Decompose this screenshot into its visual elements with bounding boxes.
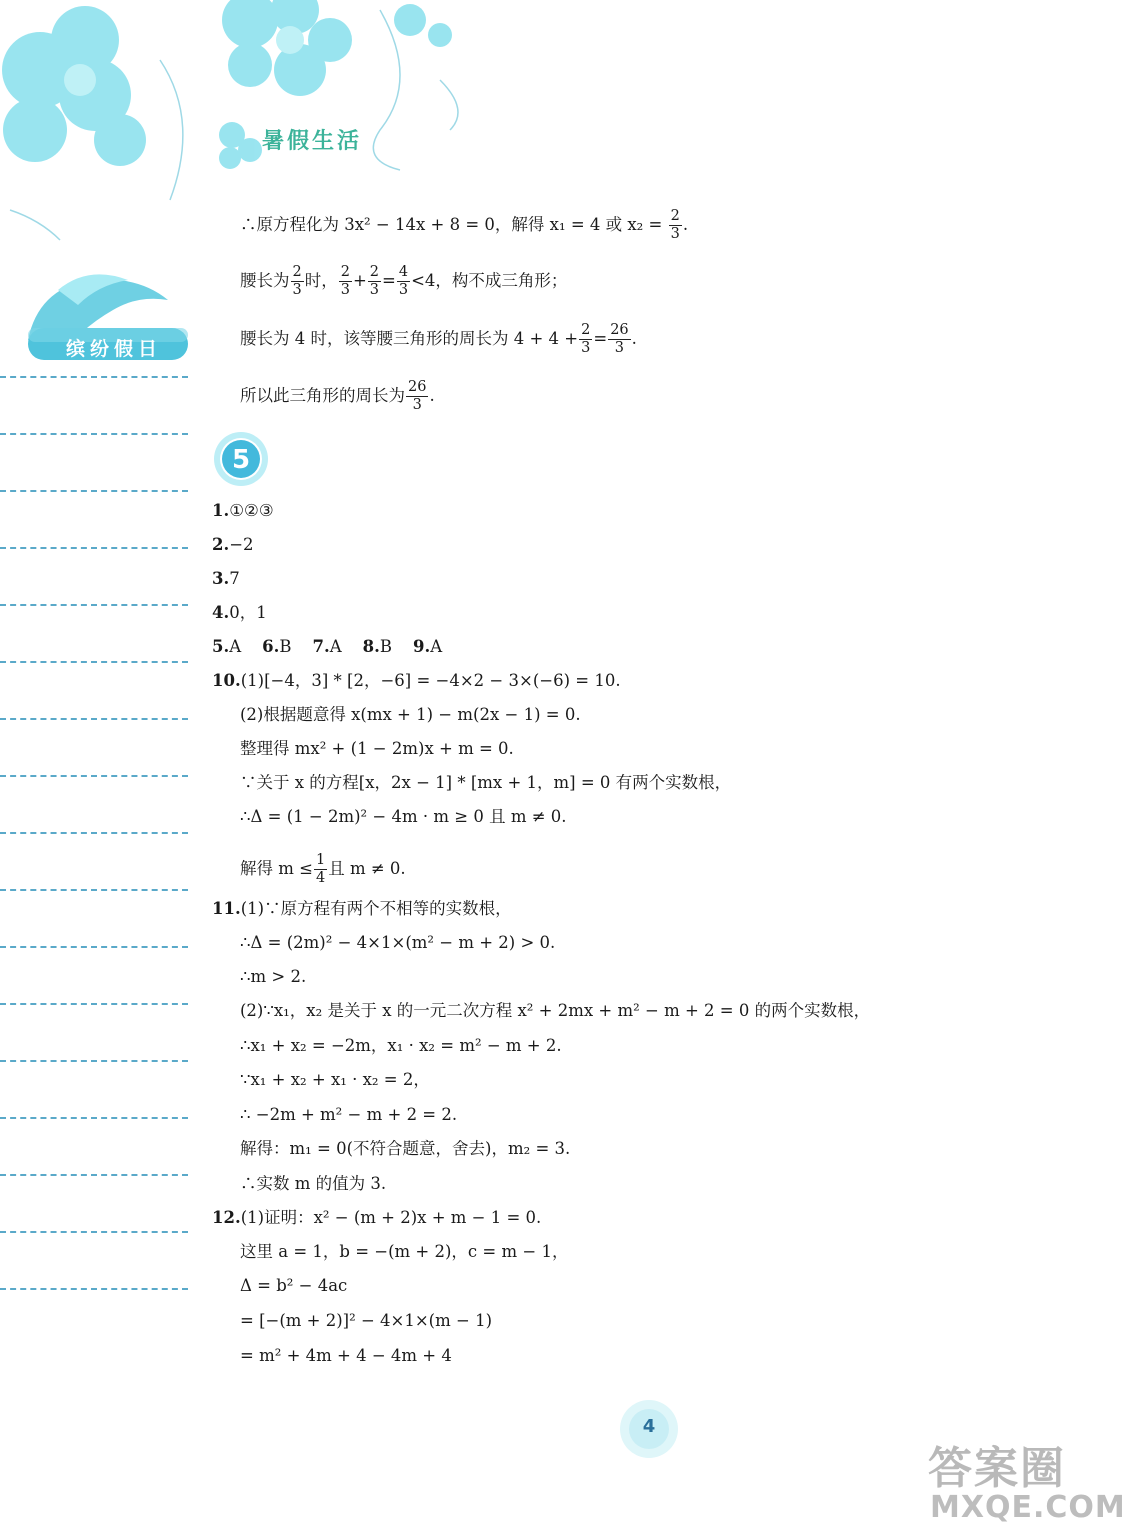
page-number: 4 bbox=[642, 1416, 656, 1437]
answer-text: A bbox=[229, 637, 242, 656]
note-line bbox=[0, 832, 188, 834]
note-line bbox=[0, 547, 188, 549]
note-line bbox=[0, 775, 188, 777]
solution-line bbox=[240, 208, 688, 243]
answer-line: = m² + 4m + 4 − 4m + 4 bbox=[240, 1346, 452, 1365]
answer-line: ∴实数 m 的值为 3. bbox=[240, 1174, 387, 1193]
note-line bbox=[0, 1174, 188, 1176]
answer-line: ∵x₁ + x₂ + x₁ · x₂ = 2， bbox=[240, 1070, 430, 1089]
text-segment: 且 m ≠ 0. bbox=[328, 859, 406, 878]
fraction bbox=[406, 379, 428, 414]
fraction-denominator: 3 bbox=[614, 340, 625, 356]
answer-text: (1)[−4，3] * [2，−6] = −4×2 − 3×(−6) = 10. bbox=[240, 671, 621, 690]
text-segment: . bbox=[631, 329, 637, 348]
answer-number: 5. bbox=[212, 637, 230, 656]
answer-number: 11. bbox=[212, 899, 241, 918]
fraction bbox=[579, 322, 592, 357]
fraction bbox=[397, 264, 410, 299]
fraction-denominator: 3 bbox=[670, 226, 680, 242]
answer-line: 整理得 mx² + (1 − 2m)x + m = 0. bbox=[240, 739, 514, 758]
answer-number: 8. bbox=[362, 637, 380, 656]
note-line bbox=[0, 1117, 188, 1119]
answer-line bbox=[212, 535, 254, 555]
text-segment: 腰长为 4 时，该等腰三角形的周长为 4 + 4 + bbox=[240, 329, 579, 348]
fraction-numerator: 2 bbox=[369, 264, 380, 280]
text-segment: = bbox=[382, 271, 396, 290]
text-segment: 所以此三角形的周长为 bbox=[240, 386, 405, 405]
answer-text: A bbox=[430, 637, 443, 656]
note-line bbox=[0, 433, 188, 435]
note-line bbox=[0, 718, 188, 720]
text-segment: <4，构不成三角形； bbox=[411, 271, 568, 290]
answer-line: ∴m > 2. bbox=[240, 967, 307, 986]
answer-line: = [−(m + 2)]² − 4×1×(m − 1) bbox=[240, 1311, 493, 1330]
fraction-numerator: 26 bbox=[408, 379, 427, 395]
section-number: 5 bbox=[231, 445, 251, 475]
answer-text: −2 bbox=[229, 535, 254, 554]
answer-line: ∴Δ = (2m)² − 4×1×(m² − m + 2) > 0. bbox=[240, 933, 556, 952]
answer-number: 2. bbox=[212, 535, 230, 554]
answer-text: B bbox=[379, 637, 393, 656]
answer-number: 4. bbox=[212, 603, 230, 622]
answer-line: 这里 a = 1，b = −(m + 2)，c = m − 1， bbox=[240, 1242, 569, 1261]
note-line bbox=[0, 376, 188, 378]
answer-text: B bbox=[279, 637, 292, 656]
note-line bbox=[0, 490, 188, 492]
answer-line bbox=[212, 569, 240, 589]
note-line bbox=[0, 946, 188, 948]
text-segment: 解得 m ≤ bbox=[240, 859, 313, 878]
fraction-numerator: 26 bbox=[610, 322, 629, 338]
watermark-url: MXQE.COM bbox=[930, 1490, 1126, 1525]
answer-line: ∵关于 x 的方程[x，2x − 1] * [mx + 1，m] = 0 有两个实数根， bbox=[240, 773, 732, 792]
section-number-badge bbox=[212, 430, 270, 488]
answer-line: Δ = b² − 4ac bbox=[240, 1276, 348, 1295]
answer-line bbox=[212, 501, 274, 521]
note-line bbox=[0, 1231, 188, 1233]
answer-line bbox=[212, 637, 442, 657]
solution-line bbox=[240, 264, 567, 299]
answer-text: 0，1 bbox=[229, 603, 267, 622]
note-line bbox=[0, 889, 188, 891]
fraction-numerator: 2 bbox=[581, 322, 591, 338]
fraction bbox=[368, 264, 381, 299]
fraction-numerator: 2 bbox=[292, 264, 302, 280]
answer-number: 3. bbox=[212, 569, 230, 588]
fraction-numerator: 2 bbox=[670, 208, 680, 224]
fraction-denominator: 3 bbox=[398, 282, 409, 298]
answer-line bbox=[212, 671, 621, 691]
note-line bbox=[0, 1060, 188, 1062]
solution-line bbox=[240, 379, 435, 414]
answer-number: 12. bbox=[212, 1208, 241, 1227]
text-segment: = bbox=[593, 329, 608, 348]
answer-line: ∴Δ = (1 − 2m)² − 4m · m ≥ 0 且 m ≠ 0. bbox=[240, 807, 567, 826]
sidebar-badge-label: 缤纷假日 bbox=[66, 338, 163, 360]
fraction bbox=[314, 852, 327, 887]
answer-line bbox=[240, 852, 406, 887]
text-segment: + bbox=[352, 271, 367, 290]
fraction-denominator: 3 bbox=[369, 282, 380, 298]
answer-number: 9. bbox=[413, 637, 431, 656]
answer-text: ①②③ bbox=[229, 501, 274, 520]
fraction bbox=[608, 322, 630, 357]
answer-line bbox=[212, 1208, 541, 1228]
fraction-numerator: 2 bbox=[340, 264, 350, 280]
header-title: 暑假生活 bbox=[262, 129, 363, 154]
answer-text: A bbox=[329, 637, 342, 656]
fraction bbox=[339, 264, 352, 299]
text-segment: . bbox=[429, 386, 435, 405]
fraction-denominator: 3 bbox=[412, 397, 422, 413]
fraction bbox=[669, 208, 682, 243]
answer-number: 6. bbox=[262, 637, 280, 656]
text-segment: . bbox=[682, 215, 689, 234]
note-line bbox=[0, 604, 188, 606]
fraction-denominator: 3 bbox=[340, 282, 350, 298]
note-line bbox=[0, 661, 188, 663]
answer-line: (2)∵x₁，x₂ 是关于 x 的一元二次方程 x² + 2mx + m² − m + 2 = 0 的两个实数根， bbox=[240, 1001, 871, 1020]
answer-line: ∴x₁ + x₂ = −2m，x₁ · x₂ = m² − m + 2. bbox=[240, 1036, 562, 1055]
note-line bbox=[0, 1003, 188, 1005]
answer-line bbox=[212, 899, 512, 919]
answer-line bbox=[212, 603, 267, 623]
fraction-denominator: 3 bbox=[581, 340, 591, 356]
text-segment: ∴原方程化为 3x² − 14x + 8 = 0，解得 x₁ = 4 或 x₂ = bbox=[240, 215, 663, 234]
fraction-denominator: 4 bbox=[315, 870, 326, 886]
fraction-denominator: 3 bbox=[292, 282, 302, 298]
answer-number: 1. bbox=[212, 501, 230, 520]
answer-text: (1)证明：x² − (m + 2)x + m − 1 = 0. bbox=[240, 1208, 542, 1227]
answer-line: 解得：m₁ = 0(不符合题意，舍去)，m₂ = 3. bbox=[240, 1139, 571, 1158]
solution-line bbox=[240, 322, 637, 357]
watermark-logo: 答案圈 bbox=[928, 1443, 1066, 1494]
answer-number: 7. bbox=[312, 637, 330, 656]
answer-line: ∴ −2m + m² − m + 2 = 2. bbox=[240, 1105, 458, 1124]
fraction-numerator: 1 bbox=[315, 852, 326, 868]
note-line bbox=[0, 1288, 188, 1290]
text-segment: 时， bbox=[304, 271, 338, 290]
text-segment: 腰长为 bbox=[240, 271, 290, 290]
answer-text: (1)∵原方程有两个不相等的实数根， bbox=[240, 899, 512, 918]
answer-text: 7 bbox=[229, 569, 240, 588]
fraction bbox=[291, 264, 304, 299]
fraction-numerator: 4 bbox=[398, 264, 409, 280]
flower-decoration bbox=[0, 0, 560, 240]
answer-line: (2)根据题意得 x(mx + 1) − m(2x − 1) = 0. bbox=[240, 705, 581, 724]
answer-number: 10. bbox=[212, 671, 241, 690]
